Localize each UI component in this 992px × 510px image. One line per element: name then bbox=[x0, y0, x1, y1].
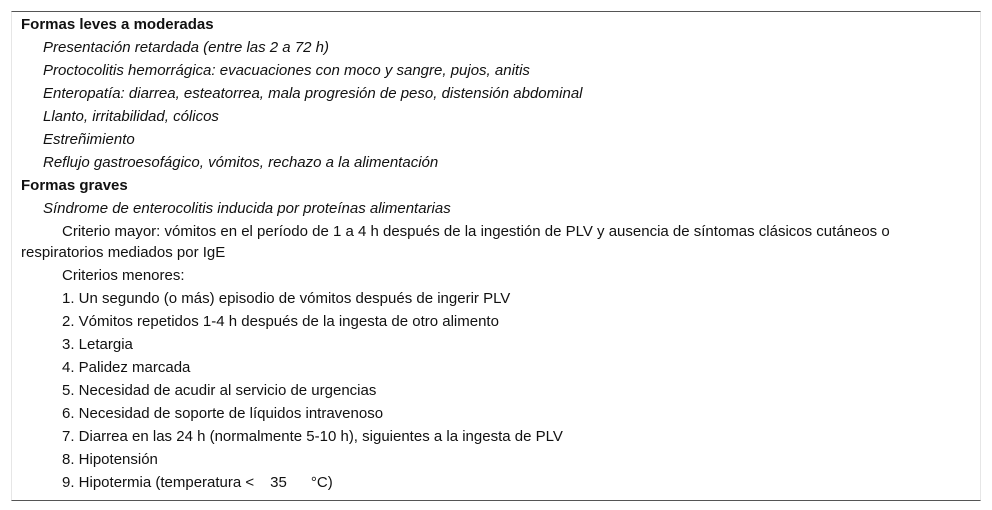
list-item: Llanto, irritabilidad, cólicos bbox=[43, 108, 219, 125]
list-item: Presentación retardada (entre las 2 a 72 h) bbox=[43, 39, 330, 56]
major-criterion: Criterio mayor: vómitos en el período de 1 a 4 h después de la ingestión de PLV y ausencia de síntomas clásicos cutáneos o respiratorios mediados por IgE bbox=[21, 223, 890, 261]
minor-criterion-hypothermia bbox=[12, 471, 980, 494]
minor-criterion: 8. Hipotensión bbox=[62, 451, 158, 468]
minor-criterion: 6. Necesidad de soporte de líquidos intravenoso bbox=[62, 405, 384, 422]
syndrome-heading: Síndrome de enterocolitis inducida por proteínas alimentarias bbox=[43, 200, 451, 217]
minor-criterion: 4. Palidez marcada bbox=[62, 359, 191, 376]
list-item: Proctocolitis hemorrágica: evacuaciones con moco y sangre, pujos, anitis bbox=[43, 62, 530, 79]
criteria-table bbox=[11, 11, 981, 501]
section-heading-mild: Formas leves a moderadas bbox=[21, 16, 214, 33]
section-heading-severe: Formas graves bbox=[21, 177, 128, 194]
list-item: Estreñimiento bbox=[43, 131, 135, 148]
minor-criterion: 1. Un segundo (o más) episodio de vómitos después de ingerir PLV bbox=[62, 290, 511, 307]
hypothermia-prefix: 9. Hipotermia (temperatura < bbox=[62, 474, 255, 491]
hypothermia-value: 35 bbox=[270, 474, 287, 491]
list-item: Enteropatía: diarrea, esteatorrea, mala progresión de peso, distensión abdominal bbox=[43, 85, 583, 102]
minor-criterion: 3. Letargia bbox=[62, 336, 133, 353]
minor-criterion: 5. Necesidad de acudir al servicio de urgencias bbox=[62, 382, 377, 399]
minor-criterion: 2. Vómitos repetidos 1-4 h después de la ingesta de otro alimento bbox=[62, 313, 499, 330]
list-item: Reflujo gastroesofágico, vómitos, rechazo a la alimentación bbox=[43, 154, 439, 171]
hypothermia-unit: °C) bbox=[310, 474, 333, 491]
minor-criteria-label: Criterios menores: bbox=[62, 267, 185, 284]
minor-criterion: 7. Diarrea en las 24 h (normalmente 5-10 h), siguientes a la ingesta de PLV bbox=[62, 428, 563, 445]
